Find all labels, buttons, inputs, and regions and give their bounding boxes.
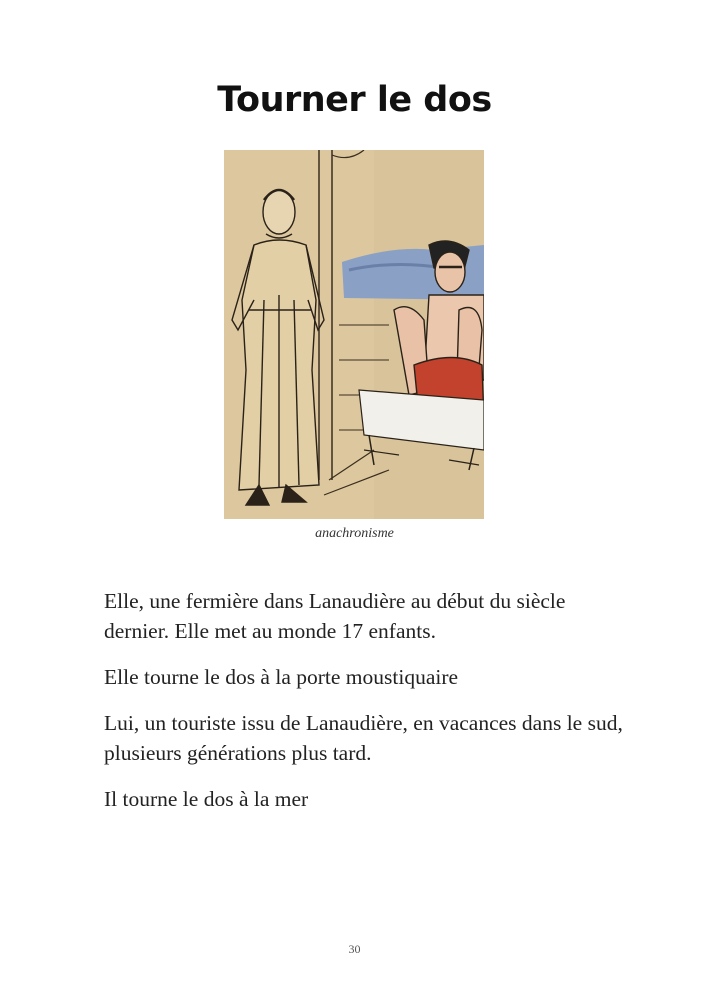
- illustration-drawing: [224, 150, 484, 519]
- figure-caption: anachronisme: [315, 526, 394, 541]
- illustration-image: [224, 150, 484, 519]
- body-text: [104, 586, 624, 830]
- page-number: 30: [348, 942, 361, 956]
- paragraph: Il tourne le dos à la mer: [104, 787, 309, 811]
- paragraph: Elle, une fermière dans Lanaudière au début du siècle dernier. Elle met au monde 17 enfants.: [104, 589, 566, 643]
- page-title: Tourner le dos: [217, 80, 492, 120]
- paragraph: Elle tourne le dos à la porte moustiquaire: [104, 665, 459, 689]
- paragraph: Lui, un touriste issu de Lanaudière, en vacances dans le sud, plusieurs générations plus tard.: [104, 711, 623, 765]
